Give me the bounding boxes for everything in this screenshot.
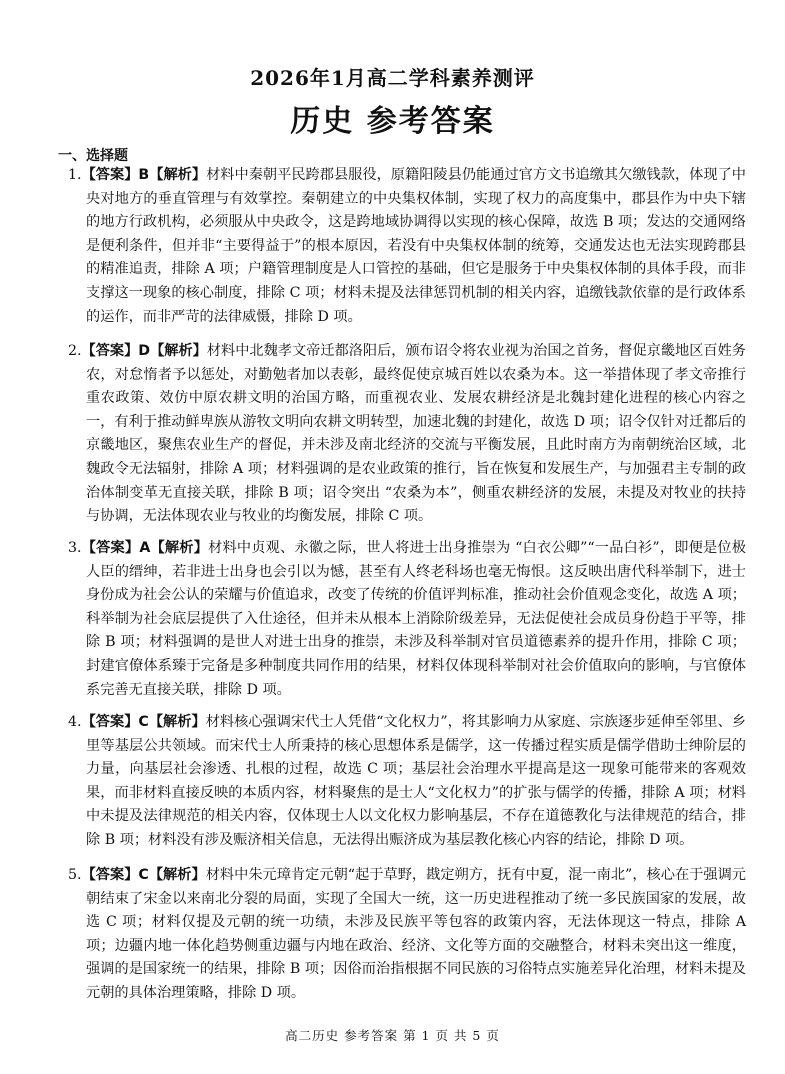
answer-tag: 【答案】A【解析】 (81, 540, 209, 556)
question-number: 3. (68, 540, 82, 556)
question-5 (68, 864, 746, 1006)
question-1 (68, 164, 746, 329)
question-explanation: 材料中贞观、永徽之际，世人将进士出身推崇为 “白衣公卿”“一品白衫”，即便是位极人臣的缙绅，若非进士出身也会引以为憾，甚至有人终老科场也毫无悔恨。这反映出唐代科举制下，进士身份成为社会公认的荣耀与价值追求，改变了传统的价值评判标准，推动社会价值观念变化，故选 A 项；科举制为社会底层提供了入仕途径，但并未从根本上消除阶级差异，无法促使社会成员身份趋于平等，排除 B 项；材料强调的是世人对进士出身的推崇，未涉及科举制对官员道德素养的提升作用，排除 C 项；封建官僚体系臻于完备是多种制度共同作用的结果，材料仅体现科举制对社会价值取向的影响，与官僚体系完善无直接关联，排除 D 项。 (86, 540, 746, 698)
answer-tag: 【答案】C【解析】 (81, 867, 206, 883)
question-4 (68, 711, 746, 853)
question-number: 4. (68, 714, 82, 730)
page-footer: 高二历史 参考答案 第 1 页 共 5 页 (285, 1028, 500, 1043)
answer-tag: 【答案】D【解析】 (81, 343, 207, 359)
exam-title: 2026年1月高二学科素养测评 (250, 66, 535, 90)
question-number: 1. (68, 167, 82, 183)
question-explanation: 材料中朱元璋肯定元朝“起于草野，戡定朔方，抚有中夏，混一南北”，核心在于强调元朝结束了宋金以来南北分裂的局面，实现了全国大一统，这一历史进程推动了统一多民族国家的发展，故选 C 项；材料仅提及元朝的统一功绩，未涉及民族平等包容的政策内容，无法体现这一特点，排除 A 项；边疆内地一体化趋势侧重边疆与内地在政治、经济、文化等方面的交融整合，材料未突出这一维度，强调的是国家统一的结果，排除 B 项；因俗而治指根据不同民族的习俗特点实施差异化治理，材料未提及元朝的具体治理策略，排除 D 项。 (86, 867, 746, 1001)
question-explanation: 材料中秦朝平民跨郡县服役，原籍阳陵县仍能通过官方文书追缴其欠缴钱款，体现了中央对地方的垂直管理与有效掌控。秦朝建立的中央集权体制，实现了权力的高度集中，郡县作为中央下辖的地方行政机构，必须服从中央政令，这是跨地域协调得以实现的核心保障，故选 B 项；发达的交通网络是便利条件，但并非“主要得益于”的根本原因，若没有中央集权体制的统筹，交通发达也无法实现跨郡县的精准追责，排除 A 项；户籍管理制度是人口管控的基础，但它是服务于中央集权体制的具体手段，而非支撑这一现象的核心制度，排除 C 项；材料未提及法律惩罚机制的相关内容，追缴钱款依靠的是行政体系的运作，而非严苛的法律威慑，排除 D 项。 (86, 167, 746, 325)
answer-tag: 【答案】C【解析】 (81, 714, 206, 730)
question-explanation: 材料核心强调宋代士人凭借“文化权力”，将其影响力从家庭、宗族逐步延伸至邻里、乡里等基层公共领域。而宋代士人所秉持的核心思想体系是儒学，这一传播过程实质是儒学借助士绅阶层的力量，向基层社会渗透、扎根的过程，故选 C 项；基层社会治理水平提高是这一现象可能带来的客观效果，而非材料直接反映的本质内容，材料聚焦的是士人“文化权力”的扩张与儒学的传播，排除 A 项；材料中未提及法律规范的相关内容，仅体现士人以文化权力影响基层，不存在道德教化与法律规范的结合，排除 B 项；材料没有涉及赈济相关信息，无法得出赈济成为基层教化核心内容的结论，排除 D 项。 (86, 714, 746, 848)
section-heading: 一、选择题 (58, 148, 128, 164)
question-number: 5. (68, 867, 82, 883)
page-title: 历史 参考答案 (290, 104, 495, 139)
question-3 (68, 537, 746, 702)
answer-tag: 【答案】B【解析】 (81, 167, 207, 183)
question-number: 2. (68, 343, 82, 359)
question-explanation: 材料中北魏孝文帝迁都洛阳后，颁布诏令将农业视为治国之首务，督促京畿地区百姓务农，对怠惰者予以惩处，对勤勉者加以表彰，最终促使京城百姓以农桑为本。这一举措体现了孝文帝推行重农政策、效仿中原农耕文明的治国方略，而重视农业、发展农耕经济是北魏封建化进程的核心内容之一，有利于推动鲜卑族从游牧文明向农耕文明转型，加速北魏的封建化，故选 D 项；诏令仅针对迁都后的京畿地区，聚焦农业生产的督促，并未涉及南北经济的交流与平衡发展，且此时南方为南朝统治区域，北魏政令无法辐射，排除 A 项；材料强调的是农业政策的推行，旨在恢复和发展生产，与加强君主专制的政治体制变革无直接关联，排除 B 项；诏令突出 “农桑为本”，侧重农耕经济的发展，未提及对牧业的扶持与协调，无法体现农业与牧业的均衡发展，排除 C 项。 (86, 343, 746, 525)
question-2 (68, 340, 746, 529)
